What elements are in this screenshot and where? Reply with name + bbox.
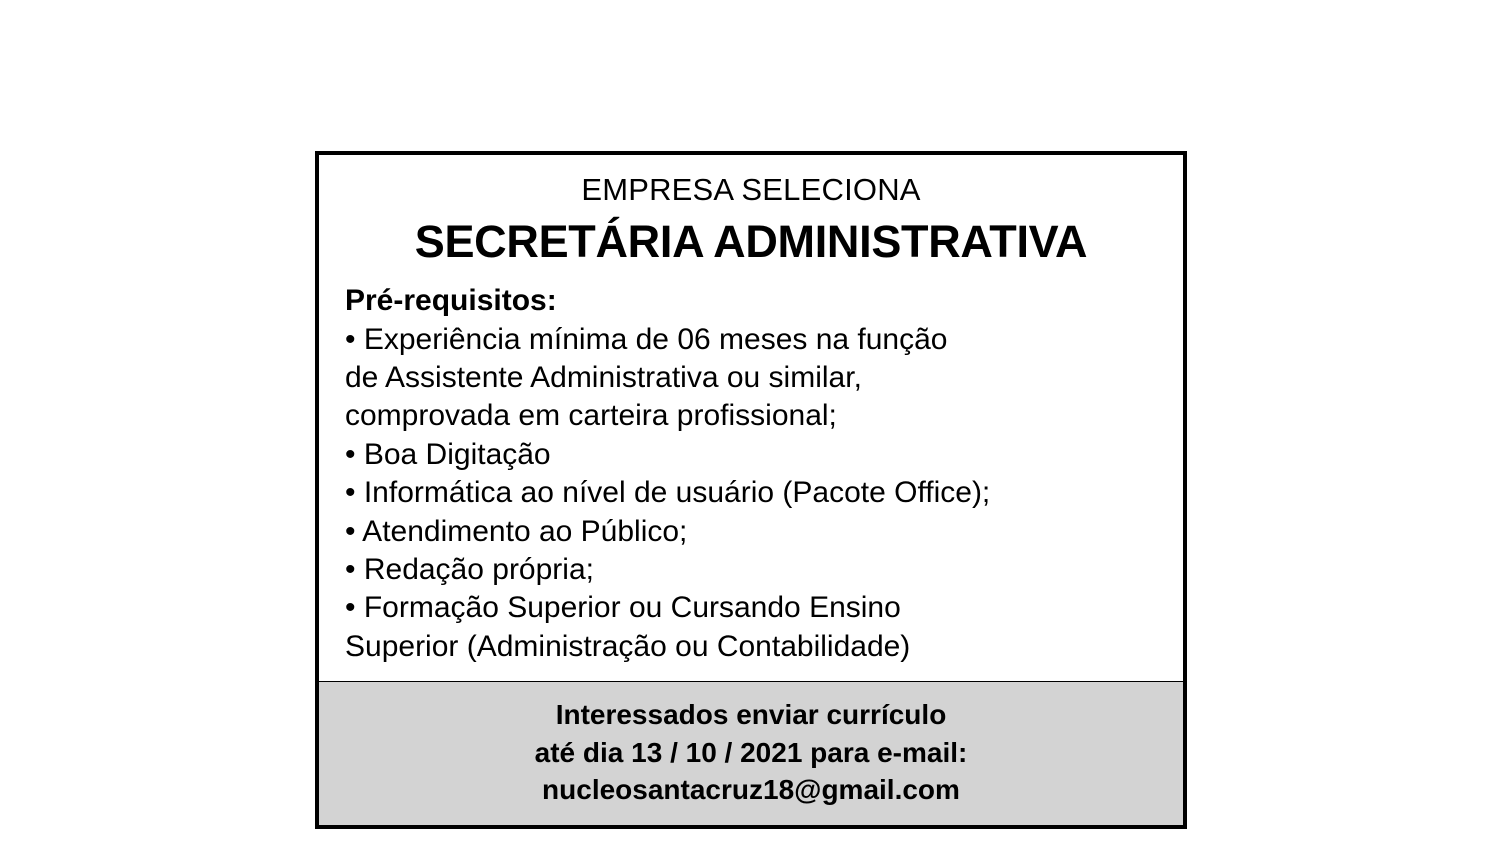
requirement-line: • Informática ao nível de usuário (Pacote Office); xyxy=(345,476,991,510)
requirement-line: comprovada em carteira profissional; xyxy=(345,399,837,433)
requirement-line: • Formação Superior ou Cursando Ensino xyxy=(345,591,901,625)
job-title-headline: SECRETÁRIA ADMINISTRATIVA xyxy=(414,216,1088,268)
requirement-line: • Experiência mínima de 06 meses na função xyxy=(345,322,948,356)
requirement-line: • Boa Digitação xyxy=(345,437,551,471)
job-advertisement-card xyxy=(315,151,1187,829)
advertisement-body xyxy=(319,155,1183,681)
contact-footer xyxy=(319,681,1183,825)
requirement-line: de Assistente Administrativa ou similar, xyxy=(345,360,862,394)
requirement-line: • Atendimento ao Público; xyxy=(345,514,688,548)
footer-instruction-line: Interessados enviar currículo xyxy=(555,699,947,731)
company-eyebrow-text: EMPRESA SELECIONA xyxy=(581,172,921,207)
footer-email-address: nucleosantacruz18@gmail.com xyxy=(542,774,960,806)
requirement-line: • Redação própria; xyxy=(345,552,594,586)
requirements-section xyxy=(339,282,1163,666)
footer-deadline-line: até dia 13 / 10 / 2021 para e-mail: xyxy=(534,736,968,768)
requirements-heading: Pré-requisitos: xyxy=(345,284,557,318)
requirement-line: Superior (Administração ou Contabilidade) xyxy=(345,629,911,663)
